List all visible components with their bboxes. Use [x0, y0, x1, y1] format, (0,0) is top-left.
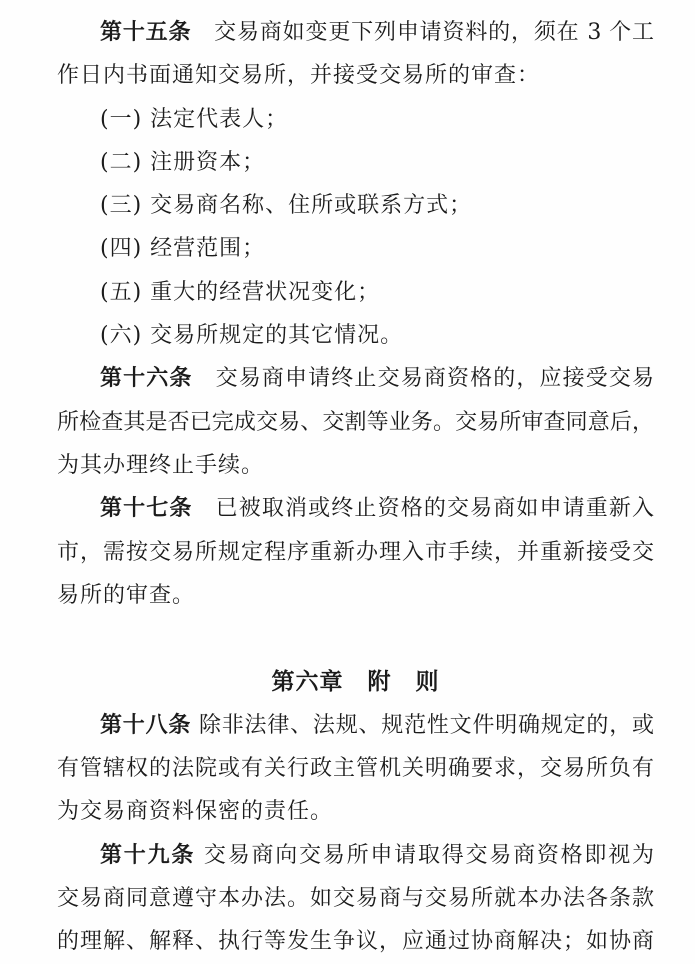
text-segment: (六) 交易所规定的其它情况。 [100, 323, 404, 349]
text-line [57, 877, 654, 920]
text-line [57, 747, 654, 790]
text-line [57, 920, 654, 963]
list-item-line [57, 227, 654, 270]
text-segment: 市，需按交易所规定程序重新办理入市手续，并重新接受交 [57, 539, 654, 565]
text-line [57, 834, 654, 877]
text-line [57, 444, 654, 487]
list-item-line [57, 184, 654, 227]
list-item-line [57, 314, 654, 357]
text-segment: 交易商如变更下列申请资料的，须在 3 个工 [191, 20, 654, 45]
text-segment: 为交易商资料保密的责任。 [57, 799, 334, 825]
text-segment: (二) 注册资本； [100, 149, 266, 175]
chapter-heading [57, 660, 654, 703]
text-segment: (一) 法定代表人； [100, 106, 289, 132]
text-line [57, 531, 654, 574]
text-line [57, 11, 654, 54]
text-segment: 已被取消或终止资格的交易商如申请重新入 [192, 496, 654, 522]
text-line [57, 574, 654, 617]
text-segment: 所检查其是否已完成交易、交割等业务。交易所审查同意后， [57, 409, 654, 435]
article-number: 第十五条 [100, 19, 192, 45]
list-item-line [57, 271, 654, 314]
text-segment: 有管辖权的法院或有关行政主管机关明确要求，交易所负有 [57, 756, 654, 782]
text-line [57, 357, 654, 400]
article-number: 第十七条 [100, 495, 193, 522]
text-segment: (五) 重大的经营状况变化； [100, 279, 381, 305]
text-line [57, 54, 654, 97]
text-segment: (三) 交易商名称、住所或联系方式； [100, 193, 473, 219]
article-number: 第十六条 [100, 365, 193, 392]
text-segment: 作日内书面通知交易所，并接受交易所的审查： [57, 63, 541, 89]
list-item-line [57, 98, 654, 141]
text-segment: 交易商申请终止交易商资格的，应接受交易 [192, 366, 654, 392]
article-number: 第十九条 [100, 841, 196, 868]
text-line [57, 704, 654, 747]
article-number: 第六章 附 则 [271, 668, 440, 696]
text-segment: 交易商同意遵守本办法。如交易商与交易所就本办法各条款 [57, 885, 654, 911]
text-segment: 除非法律、法规、规范性文件明确规定的，或 [191, 712, 654, 738]
article-number: 第十八条 [100, 711, 192, 738]
text-line [57, 487, 654, 530]
text-segment: 易所的审查。 [57, 582, 196, 608]
blank-line [57, 617, 654, 660]
text-line [57, 790, 654, 833]
text-segment: 为其办理终止手续。 [57, 452, 265, 478]
list-item-line [57, 141, 654, 184]
text-segment: (四) 经营范围； [100, 236, 266, 262]
text-segment: 的理解、解释、执行等发生争议，应通过协商解决；如协商 [57, 929, 654, 955]
text-segment: 交易商向交易所申请取得交易商资格即视为 [195, 842, 654, 868]
text-column [57, 11, 654, 964]
text-line [57, 401, 654, 444]
